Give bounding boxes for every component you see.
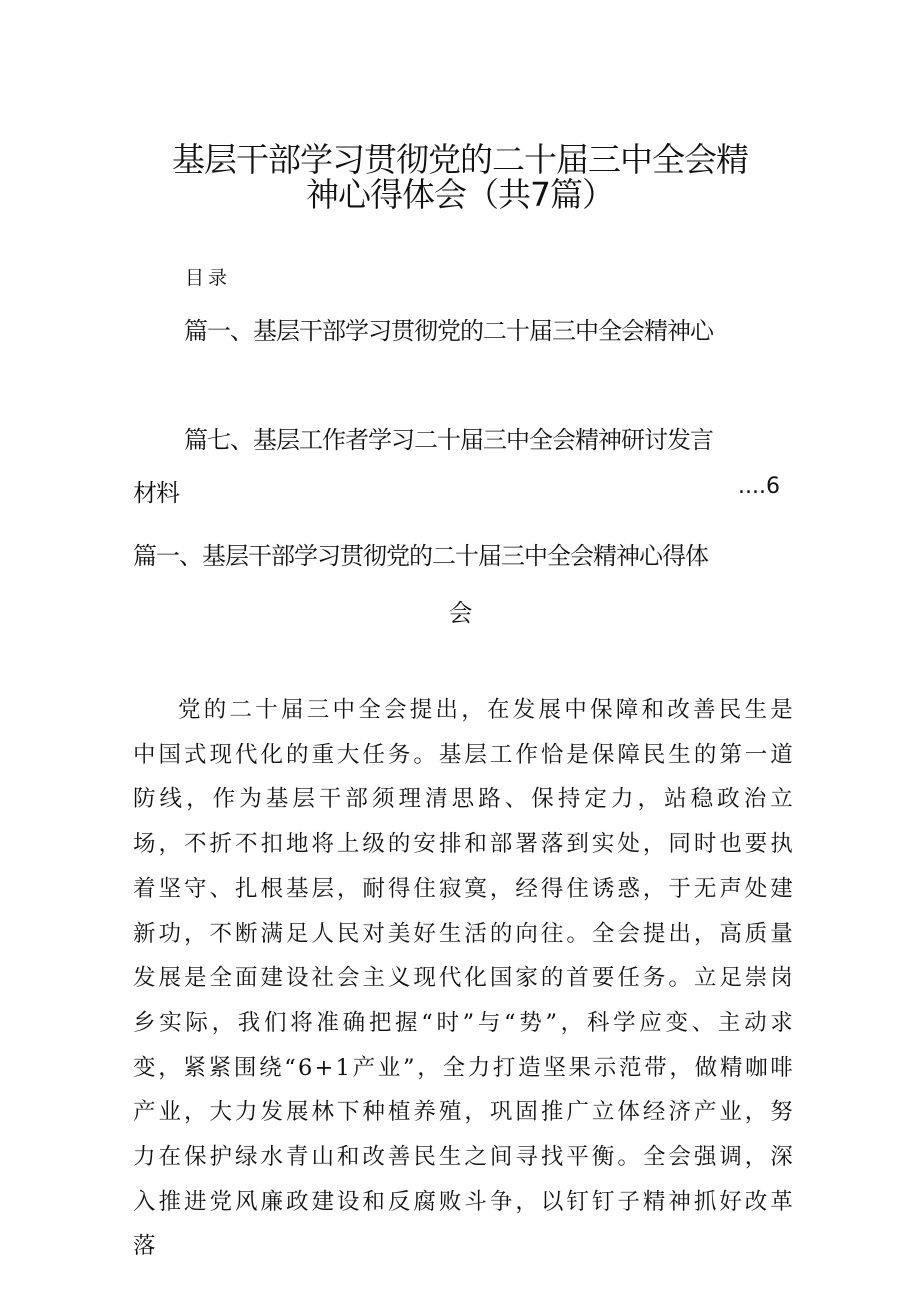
toc-entry-1: 篇一、基层干部学习贯彻党的二十届三中全会精神心 [184, 317, 713, 345]
toc-entry-7-page-number: ....6 [738, 474, 780, 499]
section-1-paragraph: 党的二十届三中全会提出，在发展中保障和改善民生是中国式现代化的重大任务。基层工作恰是保障民生的第一道防线，作为基层干部须理清思路、保持定力，站稳政治立场，不折不扣地将上级的安排和部署落到实处，同时也要执着坚守、扎根基层，耐得住寂寞，经得住诱惑，于无声处建新功，不断满足人民对美好生活的向往。全会提出，高质量发展是全面建设社会主义现代化国家的首要任务。立足崇岗乡实际，我们将准确把握“时”与“势”，科学应变、主动求变，紧紧围绕“6+1产业”，全力打造坚果示范带，做精咖啡产业，大力发展林下种植养殖，巩固推广立体经济产业，努力在保护绿水青山和改善民生之间寻找平衡。全会强调，深入推进党风廉政建设和反腐败斗争，以钉钉子精神抓好改革落 [133, 697, 795, 1260]
document-title-line-1: 基层干部学习贯彻党的二十届三中全会精 [172, 140, 748, 179]
toc-label: 目录 [185, 267, 232, 289]
document-title-line-2: 神心得体会（共7篇） [306, 175, 614, 214]
section-1-heading: 篇一、基层干部学习贯彻党的二十届三中全会精神心得体 [133, 542, 708, 570]
toc-entry-7-continued: 材料 [133, 479, 179, 507]
section-1-heading-continued: 会 [448, 599, 472, 627]
toc-entry-7: 篇七、基层工作者学习二十届三中全会精神研讨发言 [184, 426, 713, 454]
